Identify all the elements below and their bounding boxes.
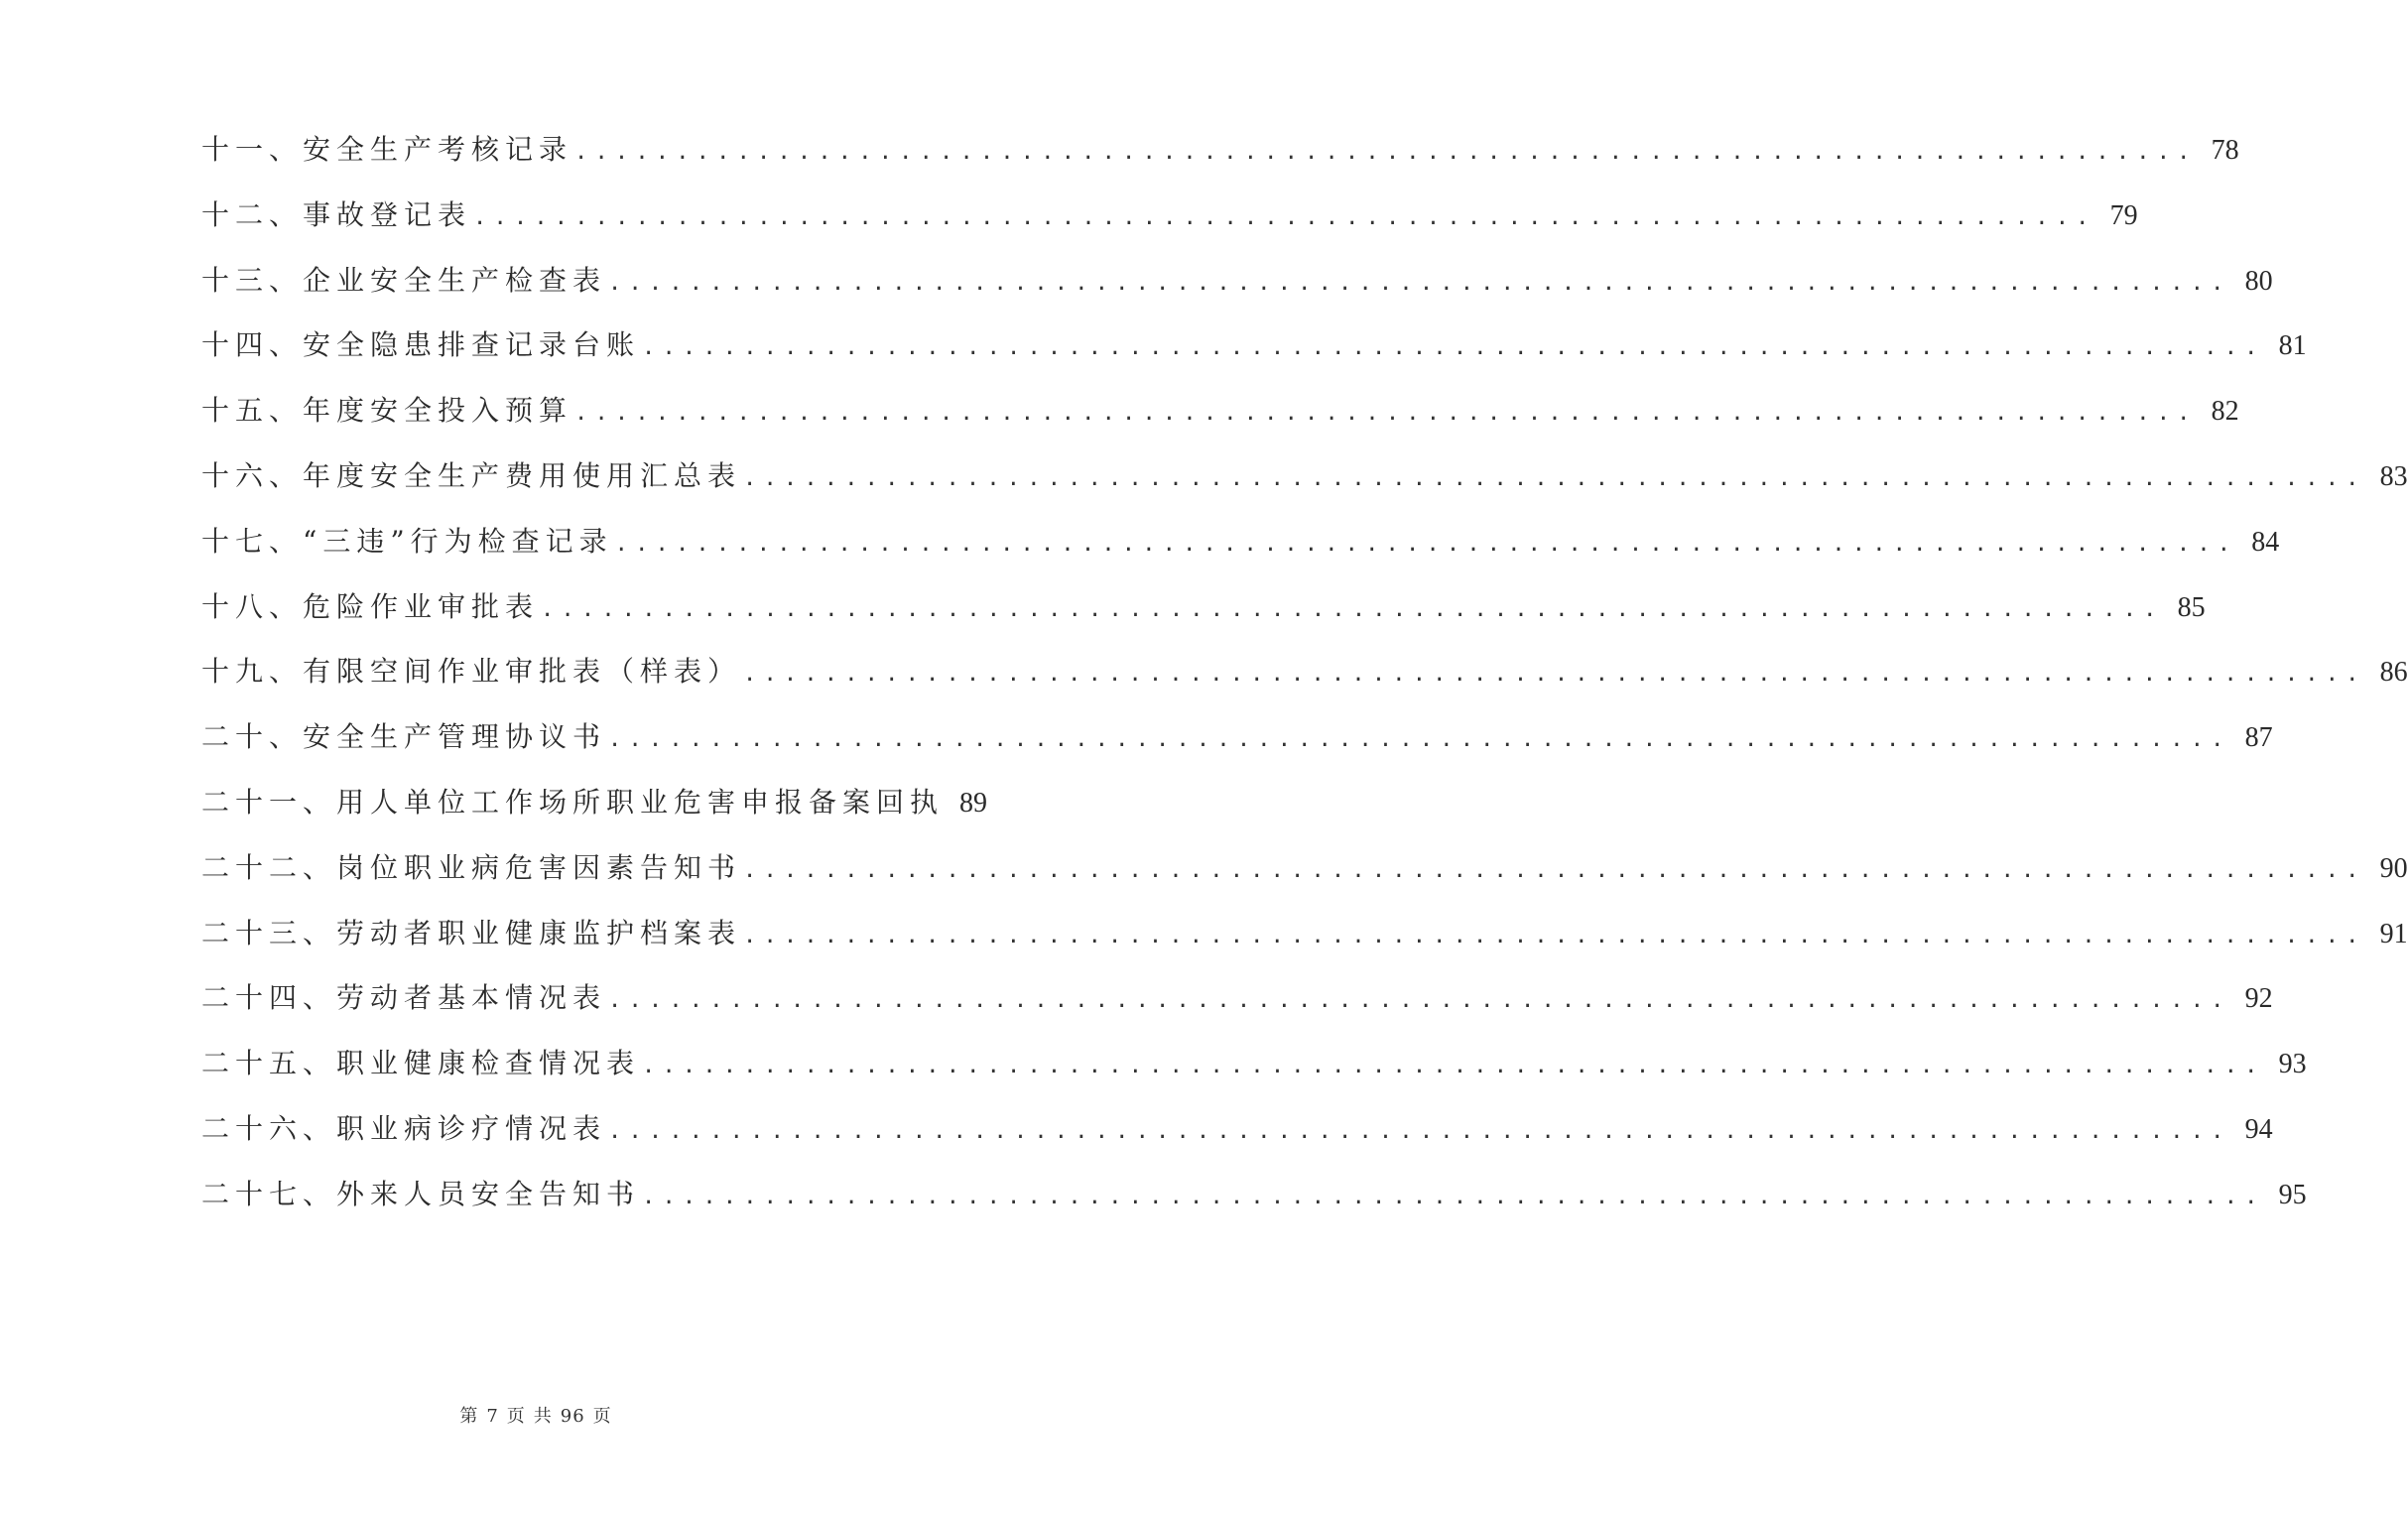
toc-dot-leader: ................................................................................ [642, 335, 2265, 361]
toc-dot-leader: ................................................................................ [473, 204, 2096, 230]
toc-dot-leader: ................................................................................ [614, 531, 2238, 557]
footer-prefix: 第 [459, 1406, 479, 1427]
toc-dot-leader: ................................................................................ [743, 923, 2366, 948]
toc-entry-title: 十二、事故登记表 [201, 197, 472, 231]
footer-total-word: 共 [533, 1406, 553, 1427]
toc-entry-page-number: 91 [2379, 918, 2408, 949]
toc-dot-leader: ................................................................................ [743, 857, 2366, 883]
toc-entry[interactable] [201, 509, 2280, 574]
toc-entry-title: 十六、年度安全生产费用使用汇总表 [201, 458, 742, 492]
toc-entry-page-number: 89 [959, 787, 988, 819]
toc-entry[interactable] [201, 574, 2206, 640]
toc-entry[interactable] [201, 183, 2138, 248]
toc-entry-title: 二十七、外来人员安全告知书 [201, 1177, 641, 1210]
toc-entry[interactable] [201, 639, 2408, 704]
toc-entry-title: 二十四、劳动者基本情况表 [201, 981, 607, 1015]
toc-entry-title: 十四、安全隐患排查记录台账 [201, 328, 641, 362]
toc-entry-title: 二十三、劳动者职业健康监护档案表 [201, 916, 742, 949]
toc-entry-title: 二十六、职业病诊疗情况表 [201, 1111, 607, 1145]
toc-entry-title: 二十二、岗位职业病危害因素告知书 [201, 850, 742, 884]
toc-dot-leader: ................................................................................ [541, 596, 2164, 622]
toc-entry-title: 十一、安全生产考核记录 [201, 133, 573, 166]
page-footer [0, 1402, 1072, 1428]
toc-entry-page-number: 84 [2251, 526, 2280, 558]
toc-entry-page-number: 85 [2177, 591, 2206, 623]
toc-entry-page-number: 83 [2379, 460, 2408, 492]
footer-page-word: 页 [506, 1406, 526, 1427]
toc-entry-title: 二十、安全生产管理协议书 [201, 720, 607, 754]
toc-dot-leader: ................................................................................ [608, 727, 2231, 753]
toc-dot-leader: ................................................................................ [574, 401, 2198, 427]
toc-dot-leader: ................................................................................ [743, 662, 2366, 688]
toc-dot-leader: ................................................................................ [642, 1054, 2265, 1079]
toc-entry-title: 十九、有限空间作业审批表（样表） [201, 655, 742, 689]
toc-dot-leader: ................................................................................ [574, 140, 2198, 165]
toc-entry-page-number: 90 [2379, 852, 2408, 884]
toc-entry[interactable] [201, 248, 2273, 314]
toc-entry[interactable] [201, 901, 2408, 966]
toc-dot-leader: ................................................................................ [608, 270, 2231, 296]
footer-suffix: 页 [592, 1406, 612, 1427]
toc-entry[interactable] [201, 117, 2239, 183]
table-of-contents [201, 117, 2408, 1227]
toc-entry[interactable] [201, 770, 988, 835]
toc-dot-leader: ................................................................................ [642, 1184, 2265, 1209]
footer-current-page: 7 [486, 1406, 499, 1427]
toc-entry-page-number: 92 [2244, 983, 2273, 1015]
toc-entry-title: 十八、危险作业审批表 [201, 589, 540, 623]
toc-entry[interactable] [201, 965, 2273, 1031]
toc-entry-page-number: 93 [2278, 1049, 2307, 1080]
toc-dot-leader: ................................................................................ [743, 465, 2366, 491]
toc-entry-title: 十七、“三违”行为检查记录 [201, 524, 613, 558]
toc-entry[interactable] [201, 443, 2408, 509]
toc-dot-leader: ................................................................................ [608, 988, 2231, 1014]
toc-entry-page-number: 78 [2211, 135, 2239, 166]
toc-entry-page-number: 81 [2278, 330, 2307, 362]
toc-entry[interactable] [201, 313, 2307, 378]
toc-entry[interactable] [201, 835, 2408, 901]
toc-entry-page-number: 80 [2244, 265, 2273, 297]
toc-entry[interactable] [201, 1031, 2307, 1096]
toc-entry-title: 十三、企业安全生产检查表 [201, 263, 607, 297]
footer-total-pages: 96 [560, 1406, 585, 1427]
toc-entry-title: 十五、年度安全投入预算 [201, 394, 573, 428]
toc-entry-page-number: 94 [2244, 1113, 2273, 1145]
toc-dot-leader: ................................................................................ [608, 1118, 2231, 1144]
toc-entry-page-number: 86 [2379, 657, 2408, 689]
toc-entry-title: 二十五、职业健康检查情况表 [201, 1047, 641, 1080]
toc-entry[interactable] [201, 378, 2239, 443]
toc-entry[interactable] [201, 704, 2273, 770]
toc-entry-page-number: 95 [2278, 1179, 2307, 1210]
toc-entry-page-number: 82 [2211, 396, 2239, 428]
toc-entry[interactable] [201, 1162, 2307, 1227]
toc-entry-page-number: 87 [2244, 722, 2273, 754]
toc-entry[interactable] [201, 1096, 2273, 1162]
toc-entry-title: 二十一、用人单位工作场所职业危害申报备案回执 [201, 785, 945, 819]
toc-entry-page-number: 79 [2109, 199, 2138, 231]
